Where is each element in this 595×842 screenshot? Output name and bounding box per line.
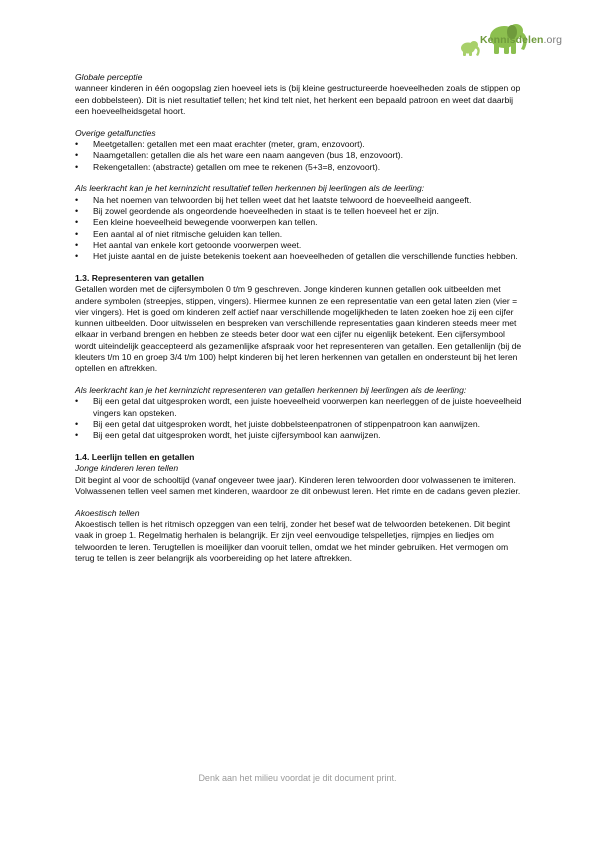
list-item: • Het juiste aantal en de juiste betekenis toekent aan hoeveelheden of getallen die verschillende functies hebben. bbox=[75, 251, 525, 262]
list-item: • Bij een getal dat uitgesproken wordt, een juiste hoeveelheid voorwerpen kan neerleggen of de juiste hoeveelheid vingers kan opsteken. bbox=[75, 396, 525, 419]
list-item: • Rekengetallen: (abstracte) getallen om mee te rekenen (5+3=8, enzovoort). bbox=[75, 162, 525, 173]
list-item: • Naamgetallen: getallen die als het ware een naam aangeven (bus 18, enzovoort). bbox=[75, 150, 525, 161]
list-item: • Bij een getal dat uitgesproken wordt, het juiste cijfersymbool kan aanwijzen. bbox=[75, 430, 525, 441]
list-item: • Meetgetallen: getallen met een maat erachter (meter, gram, enzovoort). bbox=[75, 139, 525, 150]
globale-perceptie-title: Globale perceptie bbox=[75, 72, 143, 82]
footer-note: Denk aan het milieu voordat je dit document print. bbox=[198, 773, 397, 783]
globale-perceptie-text: wanneer kinderen in één oogopslag zien hoeveel iets is (bij kleine gestructureerde hoeveelheden zoals de stippen op een dobbelsteen). Dit is niet resultatief tellen; het kind telt niet, het herkent een bepaald patroon en weet dat daarbij een hoeveelheidsgetal hoort. bbox=[75, 83, 521, 116]
logo-name: Kennisdelen bbox=[480, 34, 544, 46]
representeren-list bbox=[75, 396, 525, 441]
resultatief-tellen-list bbox=[75, 195, 525, 263]
logo-domain: .org bbox=[543, 34, 563, 46]
leerlijn-subtitle: Jonge kinderen leren tellen bbox=[75, 463, 179, 474]
kennisdelen-logo[interactable] bbox=[458, 18, 578, 62]
list-item: • Een kleine hoeveelheid bewegende voorwerpen kan tellen. bbox=[75, 217, 525, 228]
representeren-text: Getallen worden met de cijfersymbolen 0 t/m 9 geschreven. Jonge kinderen kunnen getallen ook uitbeelden met andere symbolen (streepjes, stippen, vingers). Hiermee kunnen ze een representatie van een getal laten zien (vier = vier vingers). Het is goed om kinderen zelf actief naar verschillende mogelijkheden te laten zoeken hoe zij een cijfer kunnen uitbeelden. Door uitwisselen en bespreken van verschillende representaties gaan kinderen steeds meer met elkaar in verband brengen en hebben ze steeds beter door wat een cijfer nu eigenlijk betekent. Een cijfersymbool wordt uiteindelijk geaccepteerd als gezamenlijke afspraak voor het representeren van getallen. Een getallenlijn (bij de kleuters t/m 10 en groep 3/4 t/m 100) helpt kinderen bij het leren herkennen van getallen en ondersteunt bij het leren optellen en aftrekken. bbox=[75, 284, 522, 374]
akoestisch-tellen-text: Akoestisch tellen is het ritmisch opzeggen van een telrij, zonder het besef wat de telwoorden betekenen. Dit begint vaak in groep 1. Regelmatig herhalen is belangrijk. Er zijn veel eenvoudige telspelletjes, rijmpjes en liedjes om telwoorden te leren. Terugtellen is moeilijker dan vooruit tellen, omdat we het minder gebruiken. Het vermogen om terug te tellen is zeer belangrijk als voorbereiding op het latere aftrekken. bbox=[75, 519, 511, 563]
list-item: • Bij zowel geordende als ongeordende hoeveelheden in staat is te tellen hoeveel het er zijn. bbox=[75, 206, 525, 217]
section-heading-representeren: 1.3. Representeren van getallen bbox=[75, 272, 204, 283]
section-heading-leerlijn: 1.4. Leerlijn tellen en getallen bbox=[75, 452, 195, 463]
document-body bbox=[75, 72, 525, 564]
leerlijn-text: Dit begint al voor de schooltijd (vanaf ongeveer twee jaar). Kinderen leren telwoorden door volwassenen te imiteren. Volwassenen tellen veel samen met kinderen, waardoor ze dit onbewust leren. Het rimte en de cadans geven plezier. bbox=[75, 474, 521, 496]
list-item: • Na het noemen van telwoorden bij het tellen weet dat het laatste telwoord de hoeveelheid aangeeft. bbox=[75, 195, 525, 206]
overige-getalfuncties-list bbox=[75, 139, 525, 173]
akoestisch-tellen-title: Akoestisch tellen bbox=[75, 507, 140, 518]
representeren-intro: Als leerkracht kan je het kerninzicht representeren van getallen herkennen bij leerlingen als de leerling: bbox=[75, 385, 467, 396]
overige-getalfuncties-title: Overige getalfuncties bbox=[75, 127, 156, 138]
list-item: • Een aantal al of niet ritmische geluiden kan tellen. bbox=[75, 229, 525, 240]
logo-wordmark bbox=[480, 34, 562, 46]
list-item: • Bij een getal dat uitgesproken wordt, het juiste dobbelsteenpatronen of stippenpatroon kan aanwijzen. bbox=[75, 419, 525, 430]
resultatief-tellen-intro: Als leerkracht kan je het kerninzicht resultatief tellen herkennen bij leerlingen als de leerling: bbox=[75, 183, 425, 194]
list-item: • Het aantal van enkele kort getoonde voorwerpen weet. bbox=[75, 240, 525, 251]
